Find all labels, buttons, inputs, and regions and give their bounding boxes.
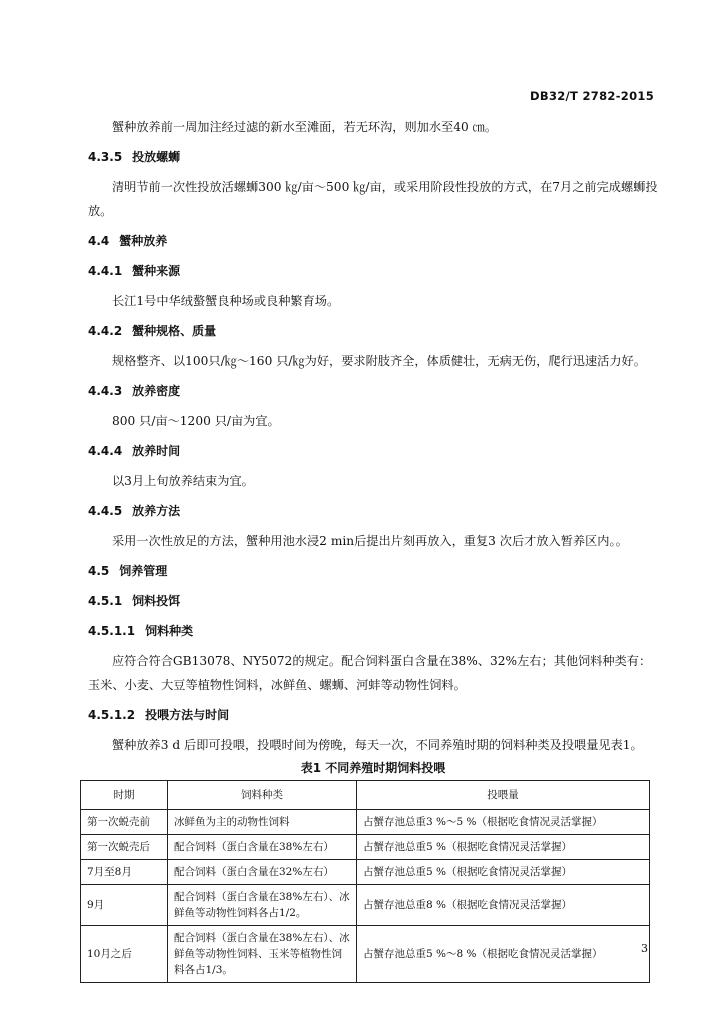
cell-feed: 冰鲜鱼为主的动物性饲料 xyxy=(168,810,357,835)
cell-amount: 占蟹存池总重5 %～8 %（根据吃食情况灵活掌握） xyxy=(357,926,650,983)
heading-4-5-1-1: 4.5.1.1 饲料种类 xyxy=(88,624,194,638)
cell-feed: 配合饲料（蛋白含量在32%左右） xyxy=(168,860,357,885)
paragraph-method: 采用一次性放足的方法，蟹种用池水浸2 min后提出片刻再放入，重复3 次后才放入暂养区内。。 xyxy=(112,534,628,548)
paragraph-feed-types: 应符合符合GB13078、NY5072的规定。配合饲料蛋白含量在38%、32%左右；其他饲料种类有：玉米、小麦、大豆等植物性饲料，冰鲜鱼、螺蛳、河蚌等动物性饲料。 xyxy=(88,654,652,692)
paragraph-source: 长江1号中华绒螯蟹良种场或良种繁育场。 xyxy=(112,294,340,308)
paragraph-spec: 规格整齐、以100只/㎏～160 只/㎏为好，要求附肢齐全，体质健壮，无病无伤，爬行迅速活力好。 xyxy=(112,354,646,368)
paragraph-feeding: 蟹种放养3 d 后即可投喂，投喂时间为傍晚，每天一次，不同养殖时期的饲料种类及投喂量见表1。 xyxy=(112,738,643,752)
header-feed-type: 饲料种类 xyxy=(168,781,357,810)
paragraph-snails: 清明节前一次性投放活螺蛳300 ㎏/亩～500 ㎏/亩，或采用阶段性投放的方式，在7月之前完成螺蛳投放。 xyxy=(88,180,658,218)
header-period: 时期 xyxy=(81,781,168,810)
cell-feed: 配合饲料（蛋白含量在38%左右）、冰鲜鱼等动物性饲料、玉米等植物性饲料各占1/3。 xyxy=(168,926,357,983)
cell-amount: 占蟹存池总重8 %（根据吃食情况灵活掌握） xyxy=(357,885,650,926)
table-header-row xyxy=(81,781,650,810)
cell-period: 9月 xyxy=(81,885,168,926)
document-code: DB32/T 2782-2015 xyxy=(530,89,654,103)
table-row xyxy=(81,810,650,835)
heading-4-4-3: 4.4.3 放养密度 xyxy=(88,384,181,398)
heading-4-5: 4.5 饲养管理 xyxy=(88,564,168,578)
cell-feed: 配合饲料（蛋白含量在38%左右）、冰鲜鱼等动物性饲料各占1/2。 xyxy=(168,885,357,926)
cell-period: 10月之后 xyxy=(81,926,168,983)
table-row xyxy=(81,885,650,926)
heading-4-4-4: 4.4.4 放养时间 xyxy=(88,444,181,458)
page-number: 3 xyxy=(641,942,648,955)
cell-amount: 占蟹存池总重5 %（根据吃食情况灵活掌握） xyxy=(357,860,650,885)
heading-4-3-5: 4.3.5 投放螺蛳 xyxy=(88,150,181,164)
feeding-table xyxy=(80,780,650,983)
heading-4-5-1: 4.5.1 饲料投饵 xyxy=(88,594,181,608)
heading-4-4-2: 4.4.2 蟹种规格、质量 xyxy=(88,324,217,338)
heading-4-4-1: 4.4.1 蟹种来源 xyxy=(88,264,181,278)
cell-period: 7月至8月 xyxy=(81,860,168,885)
cell-amount: 占蟹存池总重5 %（根据吃食情况灵活掌握） xyxy=(357,835,650,860)
cell-period: 第一次蜕壳后 xyxy=(81,835,168,860)
cell-feed: 配合饲料（蛋白含量在38%左右） xyxy=(168,835,357,860)
paragraph-water: 蟹种放养前一周加注经过滤的新水至滩面，若无环沟，则加水至40 ㎝。 xyxy=(112,120,498,134)
cell-amount: 占蟹存池总重3 %～5 %（根据吃食情况灵活掌握） xyxy=(357,810,650,835)
table-row xyxy=(81,860,650,885)
paragraph-density: 800 只/亩～1200 只/亩为宜。 xyxy=(112,414,280,428)
table-row xyxy=(81,926,650,983)
heading-4-4-5: 4.4.5 放养方法 xyxy=(88,504,181,518)
table-caption: 表1 不同养殖时期饲料投喂 xyxy=(300,761,446,775)
document-body xyxy=(88,115,658,983)
heading-4-4: 4.4 蟹种放养 xyxy=(88,234,168,248)
paragraph-time: 以3月上旬放养结束为宜。 xyxy=(112,474,254,488)
heading-4-5-1-2: 4.5.1.2 投喂方法与时间 xyxy=(88,708,230,722)
table-row xyxy=(81,835,650,860)
header-amount: 投喂量 xyxy=(357,781,650,810)
cell-period: 第一次蜕壳前 xyxy=(81,810,168,835)
